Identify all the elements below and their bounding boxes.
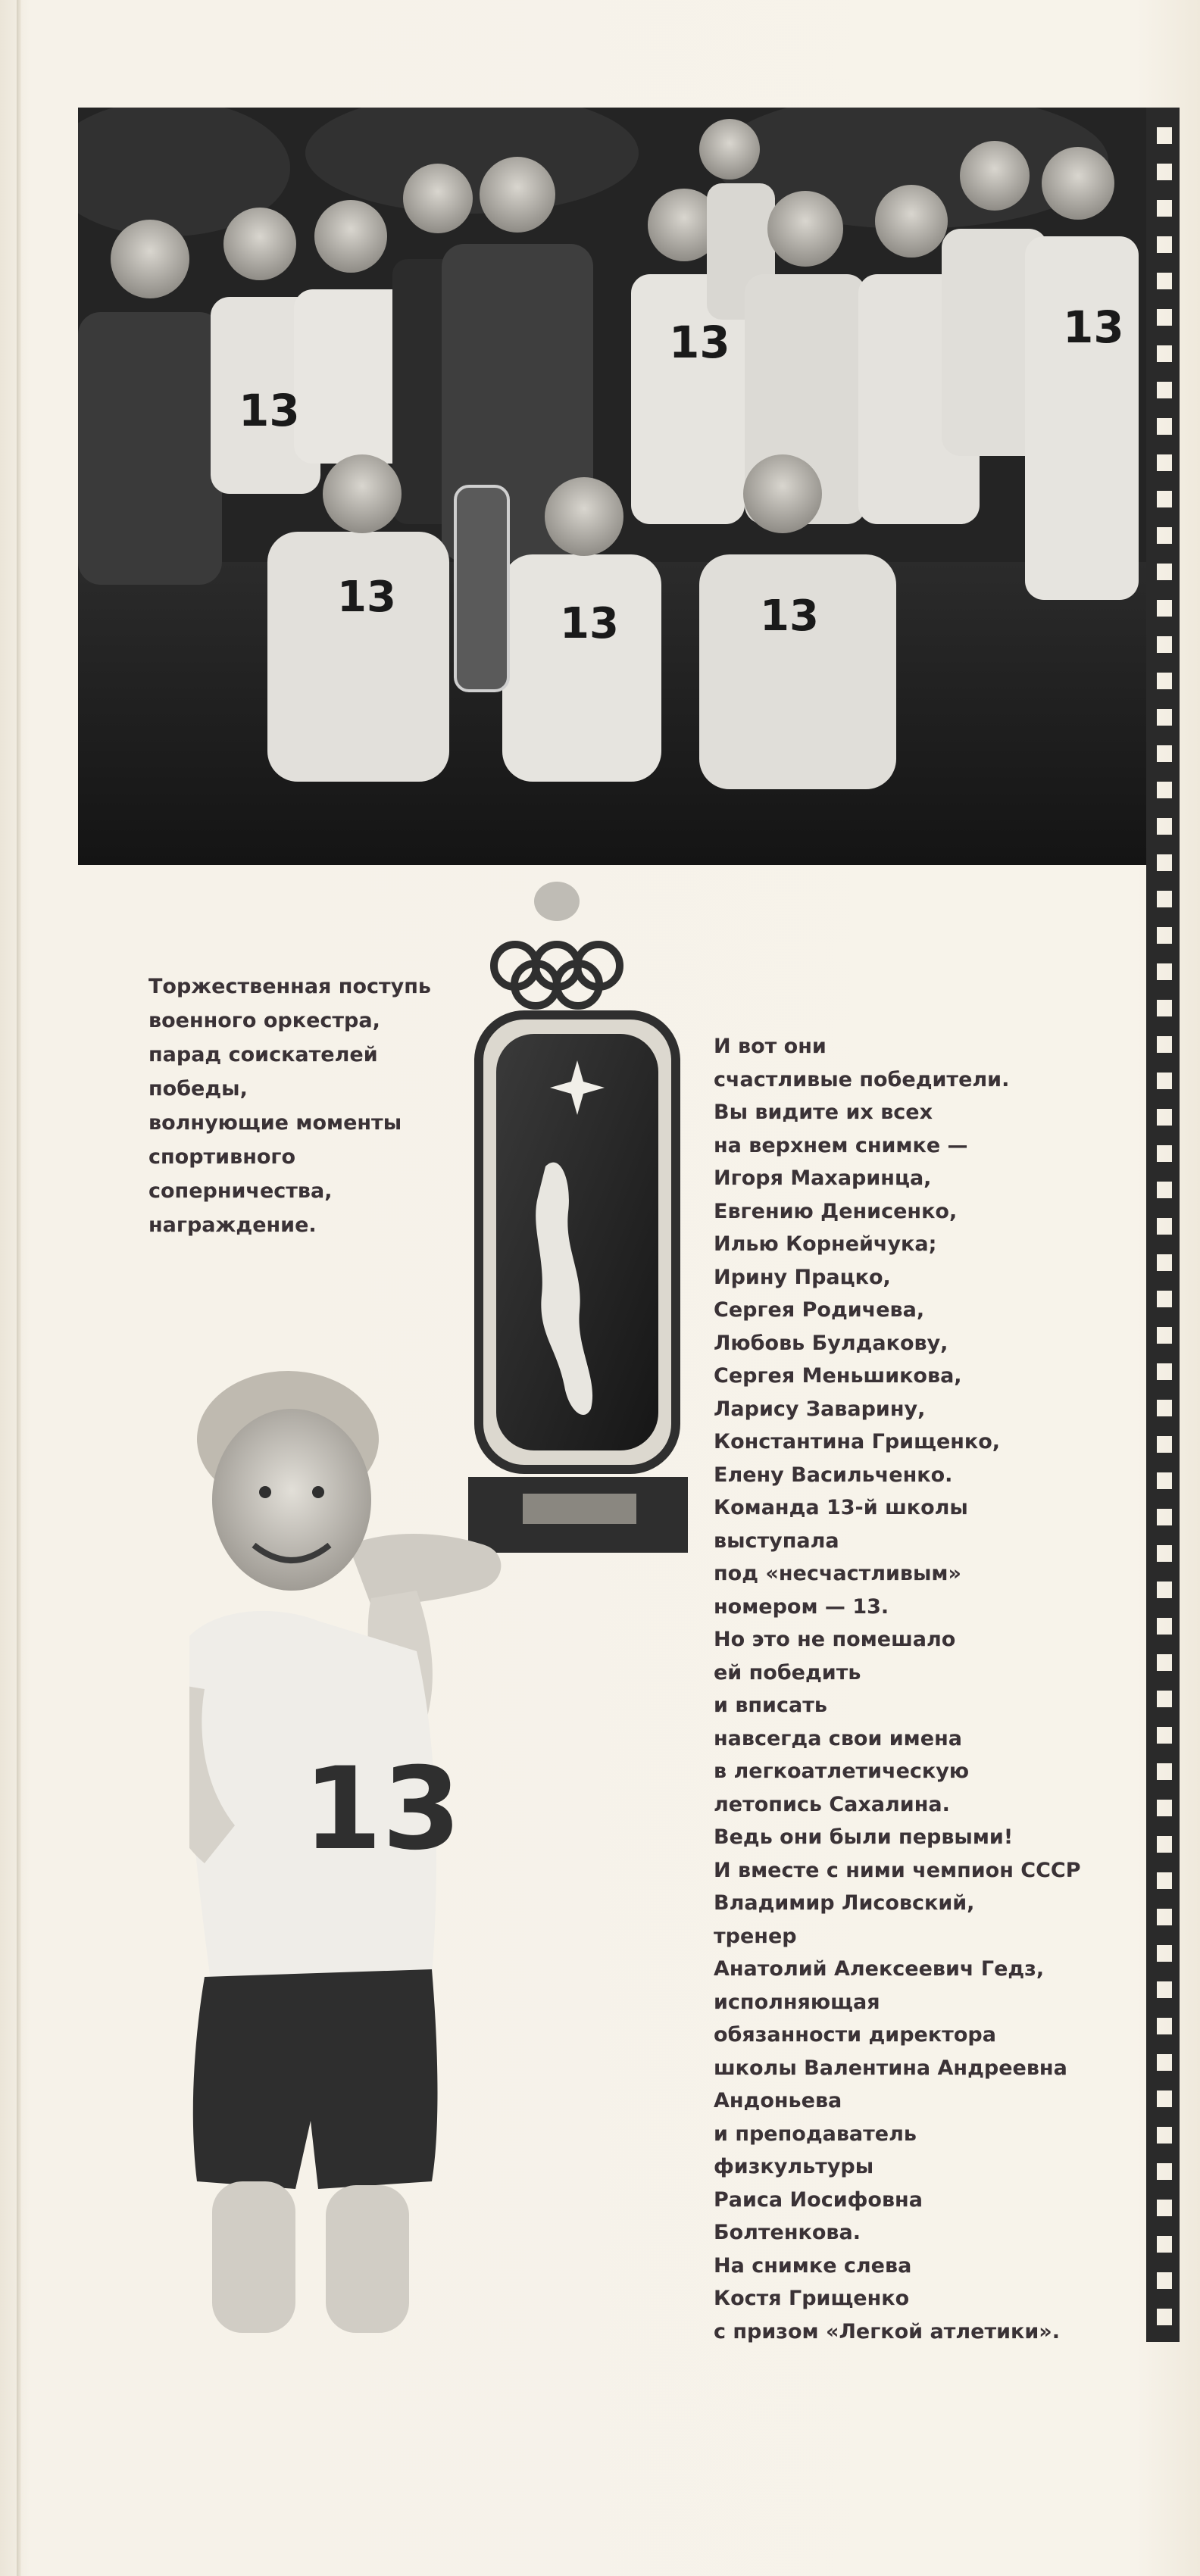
caption-line: в легкоатлетическую [714, 1759, 970, 1783]
caption-line: и вписать [714, 1694, 827, 1717]
caption-line: школы Валентина Андреевна [714, 2056, 1067, 2080]
right-caption [714, 1030, 1138, 2348]
caption-line: Сергея Меньшикова, [714, 1364, 962, 1388]
caption-line: Вы видите их всех [714, 1101, 933, 1124]
trophy-plaque [523, 1494, 636, 1524]
caption-line: под «несчастливым» [714, 1562, 961, 1585]
caption-line: номером — 13. [714, 1594, 889, 1619]
boy-raised-hand [348, 1534, 501, 1606]
caption-line: с призом «Легкой атлетики». [714, 2319, 1060, 2343]
caption-line: выступала [714, 1528, 839, 1553]
team-group-photo [78, 108, 1146, 865]
caption-line: Илью Корнейчука; [714, 1232, 937, 1256]
caption-line: физкультуры [714, 2155, 874, 2178]
caption-line: Евгению Денисенко, [714, 1199, 958, 1223]
film-strip-border [1146, 108, 1180, 2342]
bib-label: 13 [337, 573, 396, 622]
bib-label: 13 [239, 385, 300, 436]
caption-line: Константина Грищенко, [714, 1430, 1001, 1453]
caption-line: Анатолий Алексеевич Гедз, [714, 1957, 1045, 1981]
boy-leg [212, 2181, 295, 2333]
caption-line: Ирину Працко, [714, 1265, 891, 1289]
caption-line: Игоря Махаринца, [714, 1166, 932, 1190]
caption-line: И вот они [714, 1035, 827, 1058]
caption-line: Болтенкова. [714, 2221, 861, 2244]
boy-eye [259, 1486, 271, 1498]
caption-line: летопись Сахалина. [714, 1792, 950, 1816]
boy-shorts [193, 1969, 438, 2189]
caption-line: исполняющая [714, 1990, 880, 2014]
caption-line: Костя Грищенко [714, 2287, 910, 2310]
caption-line: тренер [714, 1924, 797, 1948]
trophy-olympic-rings [494, 882, 620, 1006]
caption-line: И вместе с ними чемпион СССР [714, 1858, 1081, 1882]
bib-label: 13 [669, 317, 730, 368]
caption-line: Андоньева [714, 2089, 842, 2112]
caption-line: Команда 13-й школы [714, 1496, 968, 1519]
caption-line: и преподаватель [714, 2122, 917, 2146]
caption-line: на верхнем снимке — [714, 1133, 968, 1157]
caption-line: Любовь Булдакову, [714, 1331, 948, 1355]
page-spine [17, 0, 21, 2576]
caption-line: Елену Васильченко. [714, 1463, 953, 1487]
boy-eye [312, 1486, 324, 1498]
caption-line: Ларису Заварину, [714, 1397, 926, 1421]
bib-label: 13 [760, 592, 819, 641]
caption-line: Ведь они были первыми! [714, 1825, 1014, 1849]
bib-label: 13 [560, 599, 619, 648]
caption-line: Но это не помешало [714, 1628, 956, 1651]
caption-line: Раиса Иосифовна [714, 2187, 923, 2212]
caption-line: Владимир Лисовский, [714, 1891, 975, 1915]
caption-line: На снимке слева [714, 2253, 912, 2278]
caption-line: ей победить [714, 1660, 861, 1685]
caption-line: навсегда свои имена [714, 1726, 962, 1750]
boy-leg [326, 2185, 409, 2333]
bib-label: 13 [1063, 301, 1124, 353]
left-caption: Торжественная поступь военного оркестра, парад соискателей победы, волнующие моменты спортивного соперничества, награждение. [148, 975, 431, 1237]
group-photo-illustration [78, 108, 1146, 865]
boy-bib-number: 13 [303, 1744, 461, 1875]
caption-line: обязанности директора [714, 2023, 996, 2047]
caption-line: счастливые победители. [714, 1067, 1010, 1091]
caption-line: Сергея Родичева, [714, 1298, 925, 1322]
